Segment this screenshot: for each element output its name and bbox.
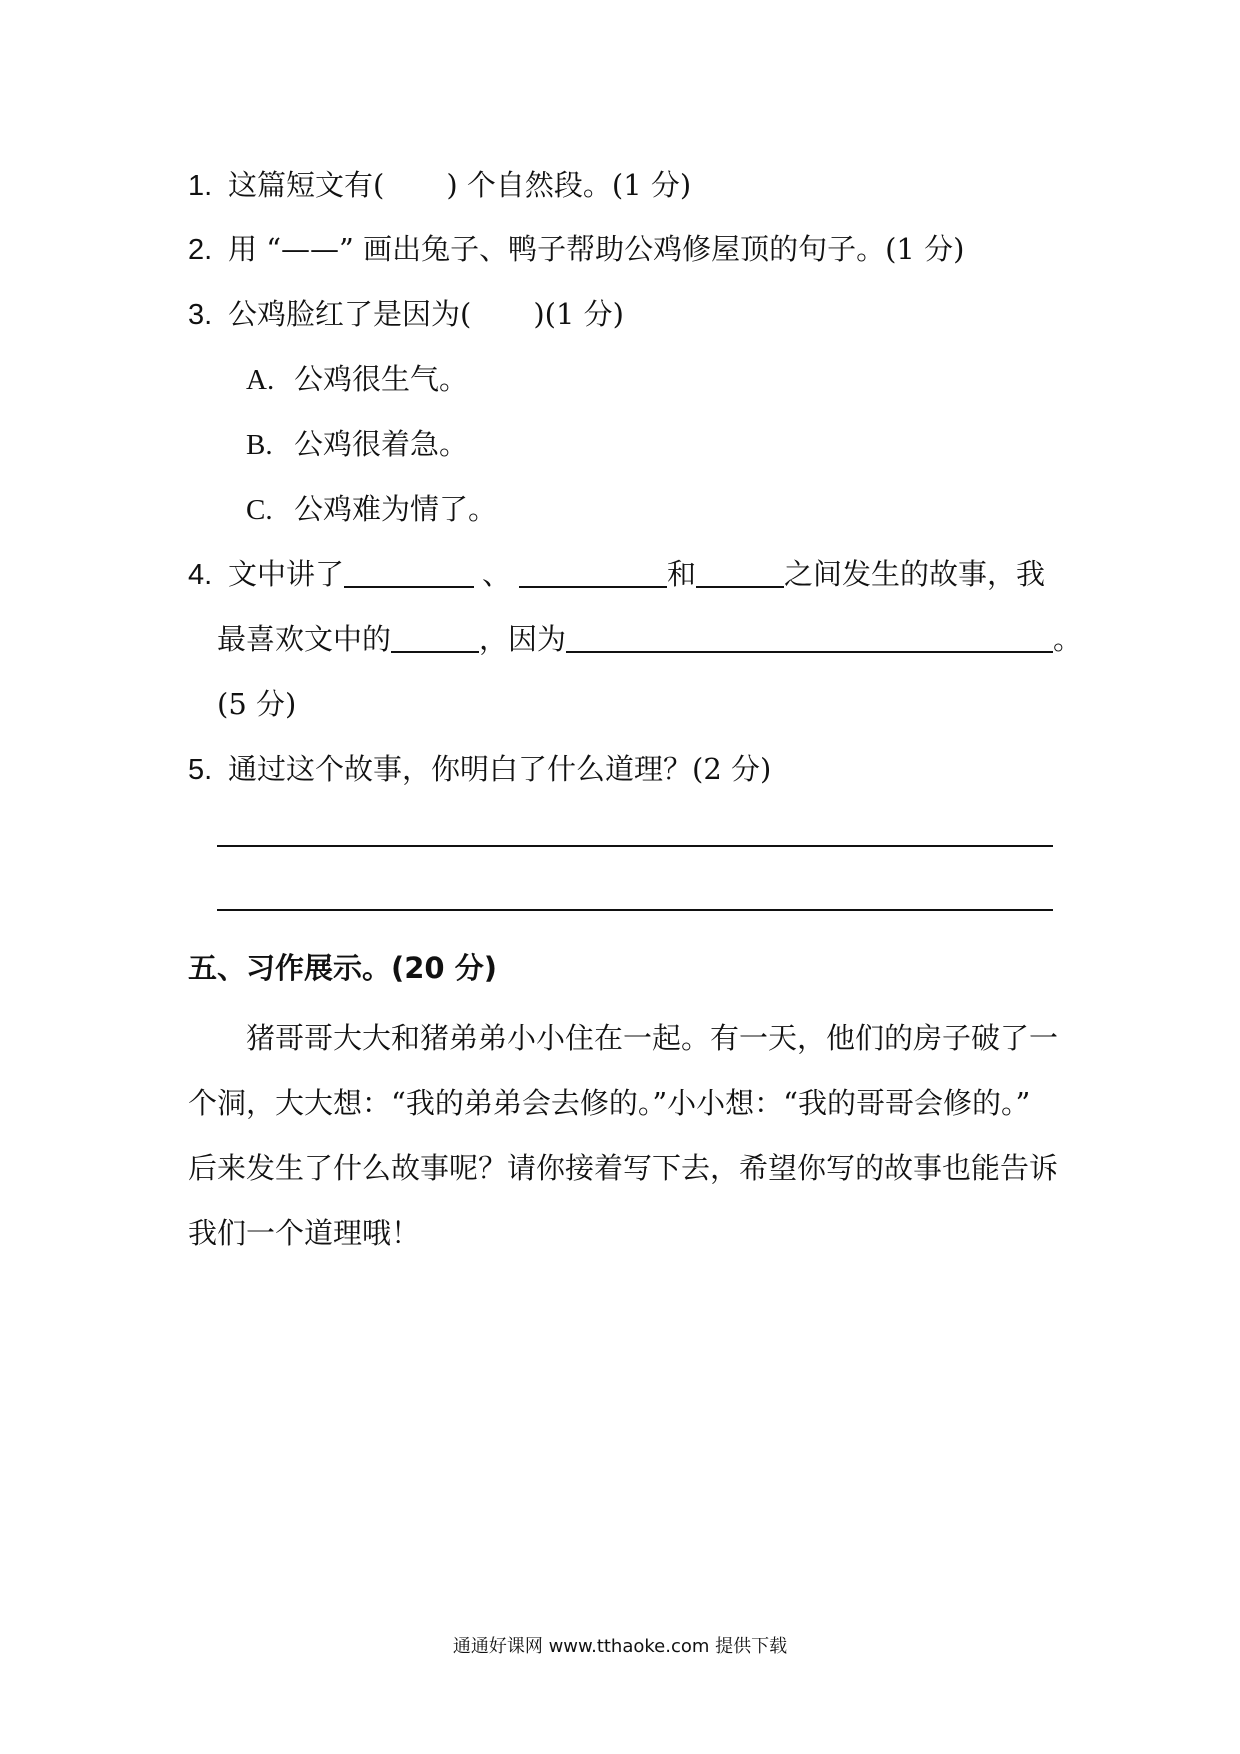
question-4-score [217, 684, 296, 724]
question-1 [188, 165, 691, 206]
question-number: 1. [188, 170, 213, 202]
answer-blank[interactable] [566, 621, 1053, 653]
option-label: C. [246, 494, 273, 526]
question-text: 通过这个故事，你明白了什么道理？(2 分) [228, 752, 772, 786]
question-text: 和 [667, 557, 697, 591]
question-text: 用 “——” 画出兔子、鸭子帮助公鸡修屋顶的句子。(1 分) [228, 232, 965, 266]
answer-blank[interactable] [344, 556, 474, 588]
writing-prompt [188, 1006, 1068, 1266]
question-3 [188, 294, 624, 335]
prompt-line: 猪哥哥大大和猪弟弟小小住在一起。有一天，他们的房子破了一 [246, 1021, 1059, 1055]
question-text: 公鸡脸红了是因为( [228, 297, 472, 331]
answer-blank[interactable] [696, 556, 784, 588]
question-number: 4. [188, 559, 213, 591]
question-number: 2. [188, 234, 213, 266]
question-number: 3. [188, 299, 213, 331]
option-c [246, 489, 497, 530]
option-label: B. [246, 429, 273, 461]
question-4-line-2 [217, 619, 1082, 659]
option-text: 公鸡很着急。 [294, 427, 469, 461]
question-text: 这篇短文有( [228, 168, 385, 202]
option-text: 公鸡难为情了。 [294, 492, 498, 526]
option-text: 公鸡很生气。 [294, 362, 469, 396]
option-a [246, 359, 468, 400]
question-text: 最喜欢文中的 [217, 622, 392, 656]
answer-blank[interactable] [391, 621, 479, 653]
question-number: 5. [188, 754, 213, 786]
question-text: 个自然段。(1 分) [466, 168, 692, 202]
question-score: (5 分) [217, 687, 297, 721]
question-text: 之间发生的故事，我 [784, 557, 1046, 591]
question-text: )(1 分) [533, 297, 624, 331]
footer-watermark: 通通好课网 www.tthaoke.com 提供下载 [452, 1636, 788, 1657]
question-text: 。 [1053, 622, 1083, 656]
question-5 [188, 749, 771, 790]
question-text: 、 [482, 557, 512, 591]
answer-line[interactable] [217, 909, 1053, 911]
prompt-line: 后来发生了什么故事呢？请你接着写下去，希望你写的故事也能告诉 [188, 1151, 1059, 1185]
prompt-line: 我们一个道理哦！ [188, 1216, 421, 1250]
question-text: ，因为 [479, 622, 567, 656]
section-title: 五、习作展示。(20 分) [188, 951, 497, 985]
option-label: A. [246, 364, 275, 396]
question-2 [188, 229, 964, 270]
prompt-line: 个洞，大大想：“我的弟弟会去修的。”小小想：“我的哥哥会修的。” [188, 1086, 1031, 1120]
answer-blank[interactable] [519, 556, 667, 588]
question-text: 文中讲了 [228, 557, 345, 591]
question-4 [188, 554, 1045, 595]
answer-line[interactable] [217, 845, 1053, 847]
question-paren: ) [446, 168, 458, 202]
option-b [246, 424, 468, 465]
